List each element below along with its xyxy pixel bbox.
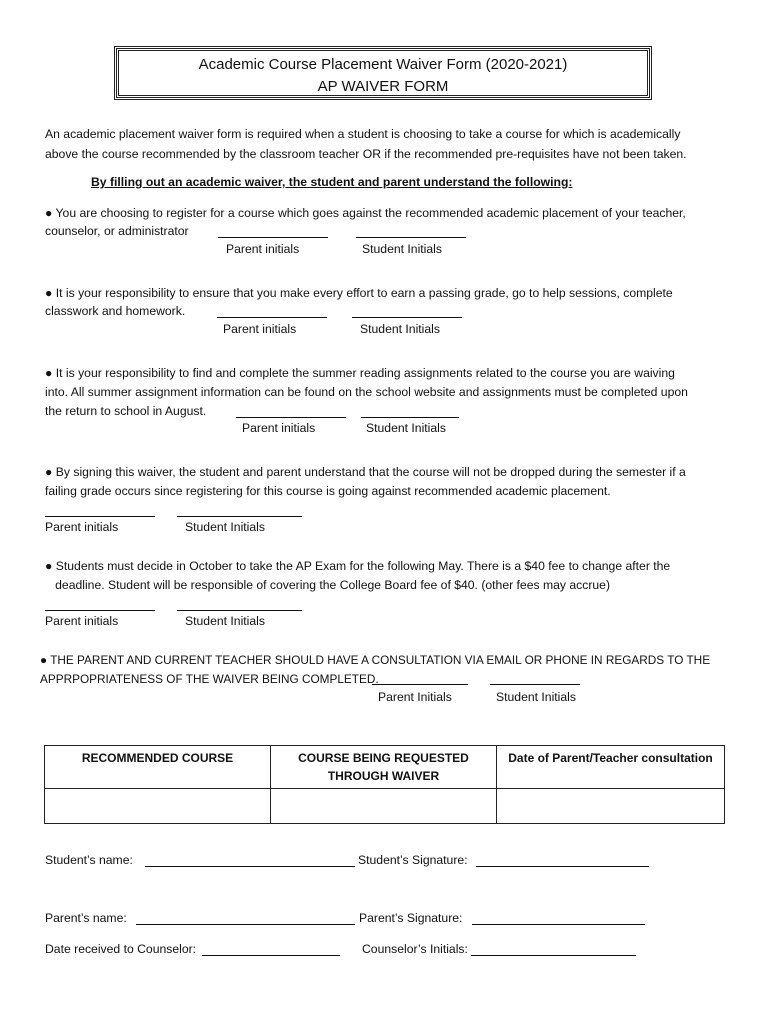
item-5-line-2: deadline. Student will be responsible of covering the College Board fee of $40. (other fees may accrue) <box>45 578 611 592</box>
intro-line-1: An academic placement waiver form is required when a student is choosing to take a course for which is academically <box>45 127 681 141</box>
student-signature-label: Student’s Signature: <box>358 853 468 867</box>
date-received-label: Date received to Counselor: <box>45 942 197 956</box>
table-row <box>45 789 725 824</box>
item-1-line-1: ● You are choosing to register for a course which goes against the recommended academic placement of your teacher, <box>45 206 686 220</box>
item-4-parent-initials-field[interactable] <box>45 503 155 517</box>
item-4-line-2: failing grade occurs since registering for this course is going against recommended academic placement. <box>45 484 611 498</box>
item-4-parent-label: Parent initials <box>45 520 119 534</box>
recommended-course-cell[interactable] <box>45 789 271 824</box>
item-3-parent-initials-field[interactable] <box>236 404 346 418</box>
item-6-student-initials-field[interactable] <box>490 671 580 685</box>
header-course-requested-line-1: COURSE BEING REQUESTED <box>298 751 469 765</box>
item-1-student-initials-field[interactable] <box>356 224 466 238</box>
item-6-parent-initials-field[interactable] <box>372 671 468 685</box>
intro-line-2: above the course recommended by the classroom teacher OR if the recommended pre-requisites have not been taken. <box>45 147 687 161</box>
item-2-student-label: Student Initials <box>360 322 440 336</box>
counselor-initials-field[interactable] <box>471 942 636 956</box>
item-6-parent-label: Parent Initials <box>378 690 452 704</box>
item-2-student-initials-field[interactable] <box>352 304 462 318</box>
item-2-line-2: classwork and homework. <box>45 304 186 318</box>
item-2-line-1: ● It is your responsibility to ensure that you make every effort to earn a passing grade, go to help sessions, complete <box>45 286 673 300</box>
item-1-student-label: Student Initials <box>362 242 442 256</box>
date-received-field[interactable] <box>202 942 340 956</box>
parent-name-label: Parent’s name: <box>45 911 127 925</box>
item-6-line-2: APPRPOPRIATENESS OF THE WAIVER BEING COMPLETED. <box>40 672 379 686</box>
table-header-row <box>45 746 725 789</box>
item-1-line-2: counselor, or administrator <box>45 224 189 238</box>
item-2-parent-label: Parent initials <box>223 322 297 336</box>
requested-course-cell[interactable] <box>271 789 497 824</box>
item-3-student-initials-field[interactable] <box>361 404 459 418</box>
item-6-line-1: ● THE PARENT AND CURRENT TEACHER SHOULD HAVE A CONSULTATION VIA EMAIL OR PHONE IN REGARDS TO THE <box>40 653 711 667</box>
parent-name-field[interactable] <box>136 911 355 925</box>
parent-signature-label: Parent’s Signature: <box>359 911 463 925</box>
item-5-student-initials-field[interactable] <box>177 597 302 611</box>
header-recommended-course: RECOMMENDED COURSE <box>45 746 271 789</box>
item-3-line-1: ● It is your responsibility to find and complete the summer reading assignments related to the course you are waiving <box>45 366 675 380</box>
item-6-student-label: Student Initials <box>496 690 576 704</box>
header-course-requested <box>271 746 497 789</box>
item-4-student-initials-field[interactable] <box>177 503 302 517</box>
form-title: Academic Course Placement Waiver Form (2020-2021) <box>198 56 568 73</box>
intro-lead: By filling out an academic waiver, the student and parent understand the following: <box>91 175 573 189</box>
item-5-parent-label: Parent initials <box>45 614 119 628</box>
student-name-label: Student’s name: <box>45 853 133 867</box>
item-1-parent-initials-field[interactable] <box>218 224 328 238</box>
consultation-date-cell[interactable] <box>497 789 725 824</box>
header-consultation-date: Date of Parent/Teacher consultation <box>497 746 725 789</box>
item-3-line-3: the return to school in August. <box>45 404 207 418</box>
item-5-line-1: ● Students must decide in October to take the AP Exam for the following May. There is a $40 fee to change after the <box>45 559 671 573</box>
course-table <box>44 745 725 824</box>
item-1-parent-label: Parent initials <box>226 242 300 256</box>
item-5-parent-initials-field[interactable] <box>45 597 155 611</box>
item-5-student-label: Student Initials <box>185 614 265 628</box>
item-3-line-2: into. All summer assignment information can be found on the school website and assignments must be completed upon <box>45 385 688 399</box>
student-name-field[interactable] <box>145 853 355 867</box>
item-3-parent-label: Parent initials <box>242 421 316 435</box>
item-3-student-label: Student Initials <box>366 421 446 435</box>
header-course-requested-line-2: THROUGH WAIVER <box>327 769 440 783</box>
item-4-line-1: ● By signing this waiver, the student and parent understand that the course will not be dropped during the semester if a <box>45 465 686 479</box>
student-signature-field[interactable] <box>476 853 649 867</box>
item-4-student-label: Student Initials <box>185 520 265 534</box>
parent-signature-field[interactable] <box>472 911 645 925</box>
form-subtitle: AP WAIVER FORM <box>317 78 449 95</box>
item-2-parent-initials-field[interactable] <box>217 304 327 318</box>
counselor-initials-label: Counselor’s Initials: <box>362 942 468 956</box>
